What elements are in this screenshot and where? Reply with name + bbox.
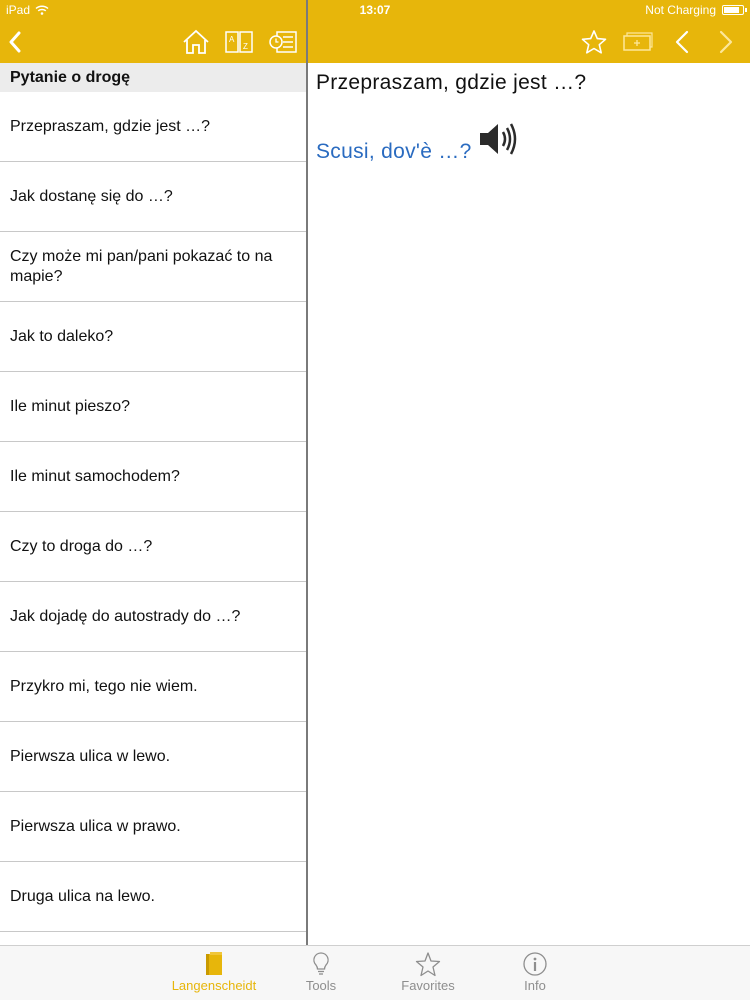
tab-label: Info — [524, 978, 546, 993]
back-chevron-icon[interactable] — [2, 20, 28, 63]
book-icon — [169, 950, 259, 978]
star-icon — [383, 950, 473, 978]
add-card-icon[interactable] — [620, 20, 656, 63]
list-item[interactable]: Czy to droga do …? — [0, 512, 306, 582]
section-header: Pytanie o drogę — [0, 63, 306, 92]
list-item[interactable]: Pierwsza ulica w prawo. — [0, 792, 306, 862]
svg-text:A: A — [229, 34, 235, 44]
favorite-star-icon[interactable] — [578, 20, 610, 63]
status-bar — [0, 0, 750, 20]
speaker-icon[interactable] — [478, 119, 520, 164]
svg-text:Z: Z — [243, 41, 248, 51]
source-phrase: Przepraszam, gdzie jest …? — [316, 71, 587, 94]
left-nav-bar — [0, 20, 306, 63]
home-icon[interactable] — [180, 20, 212, 63]
list-item[interactable]: Czy może mi pan/pani pokazać to na mapie? — [0, 232, 306, 302]
list-item[interactable]: Jak dojadę do autostrady do …? — [0, 582, 306, 652]
prev-chevron-icon[interactable] — [670, 20, 694, 63]
phrase-list[interactable] — [0, 92, 306, 945]
tab-bar — [0, 945, 750, 1000]
device-label: iPad — [6, 3, 31, 17]
pane-divider — [306, 0, 308, 945]
right-nav-bar — [308, 20, 750, 63]
list-item[interactable]: Jak dostanę się do …? — [0, 162, 306, 232]
battery-icon — [722, 5, 744, 15]
tab-label: Langenscheidt — [171, 978, 257, 993]
translation-row — [316, 119, 520, 164]
lightbulb-icon — [276, 950, 366, 978]
list-item[interactable]: Przepraszam, gdzie jest …? — [0, 92, 306, 162]
info-icon — [490, 950, 580, 978]
detail-pane — [308, 63, 750, 945]
tab-favorites[interactable] — [383, 950, 473, 993]
tab-tools[interactable] — [276, 950, 366, 993]
charging-status: Not Charging — [645, 3, 716, 17]
list-item[interactable]: Jak to daleko? — [0, 302, 306, 372]
list-item[interactable]: Ile minut samochodem? — [0, 442, 306, 512]
tab-info[interactable] — [490, 950, 580, 993]
tab-langenscheidt[interactable] — [169, 950, 259, 993]
tab-label: Tools — [305, 978, 337, 993]
clock: 13:07 — [359, 3, 391, 17]
list-item[interactable]: Przykro mi, tego nie wiem. — [0, 652, 306, 722]
translation-text: Scusi, dov'è …? — [316, 140, 472, 163]
list-item[interactable]: Ile minut pieszo? — [0, 372, 306, 442]
list-item[interactable]: Pierwsza ulica w lewo. — [0, 722, 306, 792]
a-z-index-icon[interactable] — [223, 20, 255, 63]
next-chevron-icon[interactable] — [714, 20, 738, 63]
tab-label: Favorites — [401, 978, 455, 993]
history-list-icon[interactable] — [266, 20, 300, 63]
list-item[interactable]: Druga ulica na lewo. — [0, 862, 306, 932]
